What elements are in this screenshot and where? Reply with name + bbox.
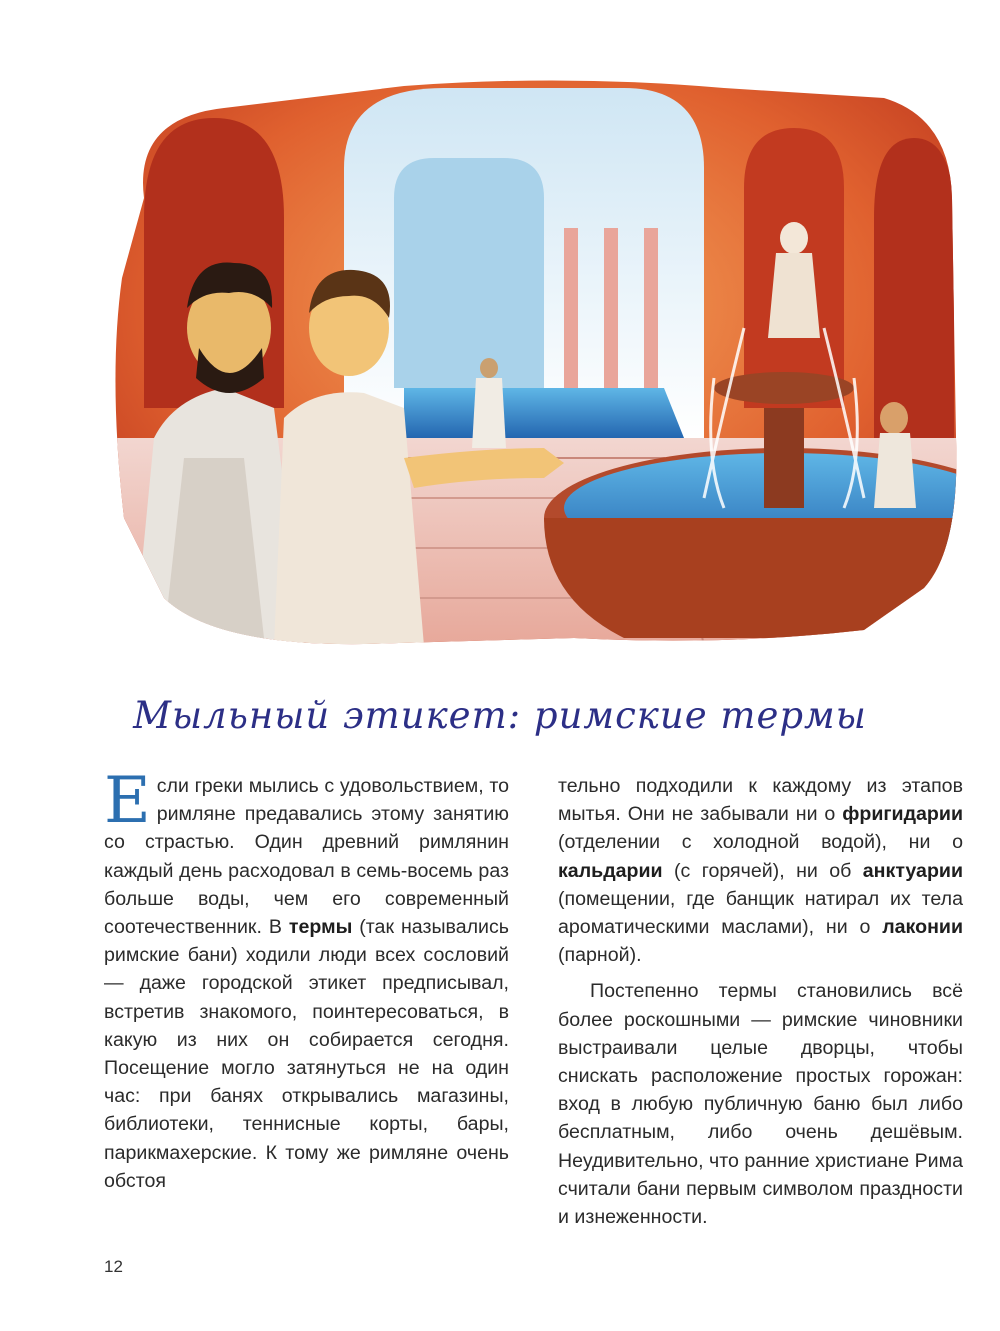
page-number: 12: [104, 1257, 123, 1276]
term-bold: термы: [288, 916, 353, 939]
text-column-right: [558, 772, 963, 1231]
text-column-left: [104, 764, 510, 1195]
term-bold: анктуарии: [862, 859, 963, 882]
roman-baths-illustration: [104, 78, 960, 646]
text-run: тельно подходили к каждому из этапов мытья. Они не забывали ни о: [558, 775, 963, 826]
term-bold: кальдарии: [558, 859, 663, 882]
drop-cap: Е: [104, 764, 151, 838]
text-run: (помещении, где банщик натирал их тела ароматическими маслами), ни о: [558, 887, 963, 939]
text-run: сли греки мылись с удовольствием, то римляне предавались этому занятию со страстью. Один древний римлянин каждый день расходовал в семь-восемь раз больше воды, чем его современный соотечественник. В: [104, 775, 509, 939]
text-run: (отделении с холодной водой), ни о: [558, 831, 963, 854]
paragraph: Постепенно термы становились всё более роскошными — римские чиновники выстраивали целые дворцы, чтобы снискать расположение простых горожан: вход в любую публичную баню был либо бесплатным, либо очень дешёвым. Неудивительно, что ранние христиане Рима считали бани первым символом праздности и изнеженности.: [558, 980, 963, 1229]
paragraph: [104, 764, 510, 1195]
paragraph: [558, 772, 963, 969]
term-bold: лаконии: [882, 916, 963, 939]
term-bold: фригидарии: [842, 803, 963, 826]
text-run: (так назывались римские бани) ходили люди всех сословий — даже городской этикет предписывал, встретив знакомого, поинтересоваться, в какую из них он собирается сегодня. Посещение могло затянуться не на один час: при банях открывались магазины, библиотеки, теннисные корты, бары, парикмахерские. К тому же римляне очень обстоя: [104, 916, 510, 1192]
page-title: Мыльный этикет: римские термы: [133, 694, 867, 737]
text-run: (парной).: [558, 944, 642, 967]
text-run: (с горячей), ни об: [662, 859, 863, 882]
